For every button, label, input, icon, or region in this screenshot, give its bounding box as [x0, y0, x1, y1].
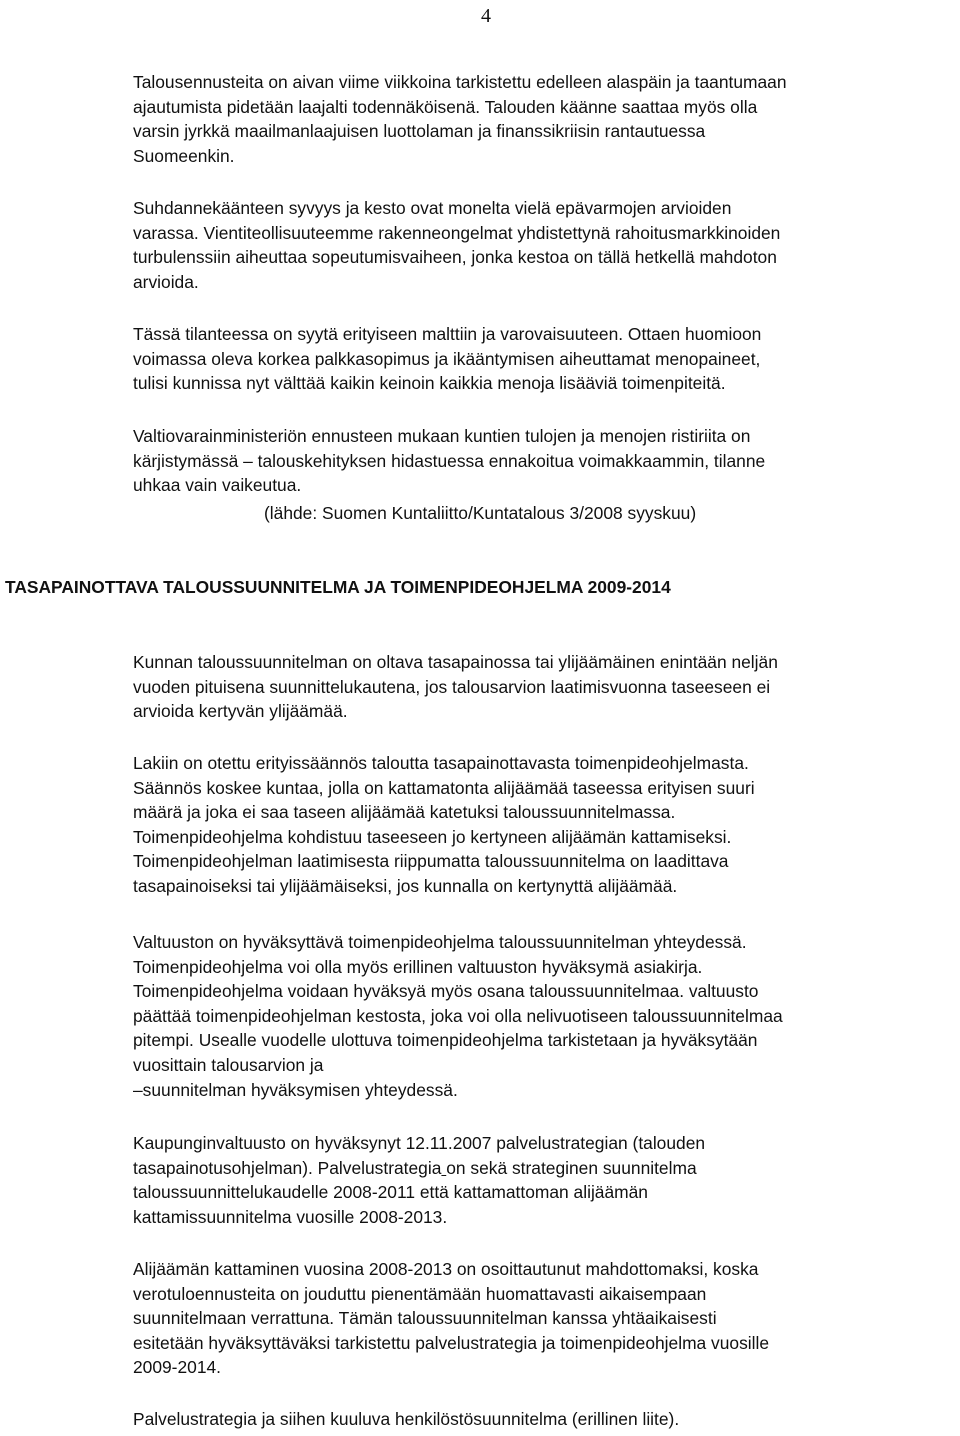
text-line: Palvelustrategia ja siihen kuuluva henkilöstösuunnitelma (erillinen liite).	[133, 1409, 680, 1429]
text-line: Kunnan taloussuunnitelman on oltava tasapainossa tai ylijäämäinen enintään neljän	[133, 652, 778, 672]
text-line: määrä ja joka ei saa taseen alijäämää katetuksi taloussuunnitelmassa.	[133, 802, 676, 823]
paragraph-service-strategy	[133, 1131, 933, 1229]
paragraph-personnel-plan	[133, 1407, 933, 1432]
text-line: arvioida kertyvän ylijäämää.	[133, 701, 348, 722]
text-line: esitetään hyväksyttäväksi tarkistettu palvelustrategia ja toimenpideohjelma vuosille	[133, 1332, 770, 1353]
text-segment: on sekä strateginen suunnitelma	[446, 1157, 697, 1178]
paragraph-caution	[133, 322, 933, 396]
text-line: Valtiovarainministeriön ennusteen mukaan kuntien tulojen ja menojen ristiriita on	[133, 426, 751, 446]
text-line: Suhdannekäänteen syvyys ja kesto ovat monelta vielä epävarmojen arvioiden	[133, 198, 732, 218]
text-line: kattamissuunnitelma vuosille 2008-2013.	[133, 1206, 448, 1227]
text-line: Alijäämän kattaminen vuosina 2008-2013 on osoittautunut mahdottomaksi, koska	[133, 1259, 759, 1279]
text-line: Valtuuston on hyväksyttävä toimenpideohjelma taloussuunnitelman yhteydessä.	[133, 932, 747, 952]
text-line: arvioida.	[133, 271, 199, 292]
paragraph-council-approval	[133, 930, 933, 1102]
text-line: turbulenssiin aiheuttaa sopeutumisvaiheen, jonka kestoa on tällä hetkellä mahdoton	[133, 247, 777, 268]
text-line: Talousennusteita on aivan viime viikkoina tarkistettu edelleen alaspäin ja taantumaan	[133, 72, 787, 92]
text-segment: tasapainotusohjelman). Palvelustrategia	[133, 1157, 442, 1178]
text-line: ajautumista pidetään laajalti todennäköisenä. Talouden käänne saattaa myös olla	[133, 96, 758, 117]
text-line: päättää toimenpideohjelman kestosta, joka voi olla nelivuotiseen taloussuunnitelmaa	[133, 1005, 783, 1026]
paragraph-balance-requirement	[133, 650, 933, 724]
text-line: taloussuunnittelukaudelle 2008-2011 että kattamattoman alijäämän	[133, 1182, 648, 1203]
text-line: Toimenpideohjelma voi olla myös erillinen valtuuston hyväksymä asiakirja.	[133, 956, 703, 977]
paragraph-forecast	[133, 70, 933, 168]
text-line: Toimenpideohjelman laatimisesta riippumatta taloussuunnitelma on laadittava	[133, 851, 729, 872]
text-line: Tässä tilanteessa on syytä erityiseen malttiin ja varovaisuuteen. Ottaen huomioon	[133, 324, 762, 344]
text-line: Suomeenkin.	[133, 145, 235, 166]
text-line: vuoden pituisena suunnittelukautena, jos talousarvion laatimisvuonna taseeseen ei	[133, 676, 771, 697]
text-line: Toimenpideohjelma voidaan hyväksyä myös osana taloussuunnitelmaa. valtuusto	[133, 981, 759, 1002]
text-line: varsin jyrkkä maailmanlaajuisen luottolaman ja finanssikriisin rantautuessa	[133, 121, 706, 142]
text-line: –suunnitelman hyväksymisen yhteydessä.	[133, 1079, 458, 1100]
paragraph-economic-turn	[133, 196, 933, 294]
source-citation: (lähde: Suomen Kuntaliitto/Kuntatalous 3/2008 syyskuu)	[264, 503, 697, 523]
text-line: Säännös koskee kuntaa, jolla on kattamatonta alijäämää taseessa erityisen suuri	[133, 777, 755, 798]
text-line: kärjistymässä – talouskehityksen hidastuessa ennakoitua voimakkaammin, tilanne	[133, 450, 766, 471]
text-line: vuosittain talousarvion ja	[133, 1054, 324, 1075]
text-line: uhkaa vain vaikeutua.	[133, 475, 302, 496]
page-number: 4	[481, 5, 491, 27]
paragraph-ministry-forecast	[133, 424, 933, 498]
text-line	[133, 1156, 933, 1181]
text-line: Toimenpideohjelma kohdistuu taseeseen jo kertyneen alijäämän kattamiseksi.	[133, 826, 732, 847]
text-line: tasapainoiseksi tai ylijäämäiseksi, jos kunnalla on kertynyttä alijäämää.	[133, 875, 678, 896]
paragraph-special-provision	[133, 751, 933, 899]
text-line: verotuloennusteita on jouduttu pienentämään huomattavasti aikaisempaan	[133, 1283, 707, 1304]
section-heading: TASAPAINOTTAVA TALOUSSUUNNITELMA JA TOIMENPIDEOHJELMA 2009-2014	[5, 577, 671, 597]
text-line: suunnitelmaan verrattuna. Tämän taloussuunnitelman kanssa yhtäaikaisesti	[133, 1308, 717, 1329]
text-line: 2009-2014.	[133, 1357, 221, 1378]
paragraph-deficit-coverage	[133, 1257, 933, 1380]
text-line: voimassa oleva korkea palkkasopimus ja ikääntymisen aiheuttamat menopaineet,	[133, 348, 761, 369]
text-line: varassa. Vientiteollisuuteemme rakenneongelmat yhdistettynä rahoitusmarkkinoiden	[133, 222, 781, 243]
text-line: Kaupunginvaltuusto on hyväksynyt 12.11.2007 palvelustrategian (talouden	[133, 1133, 706, 1153]
text-line: Lakiin on otettu erityissäännös taloutta tasapainottavasta toimenpideohjelmasta.	[133, 753, 749, 773]
text-line: tulisi kunnissa nyt välttää kaikin keinoin kaikkia menoja lisääviä toimenpiteitä.	[133, 373, 726, 394]
text-line: pitempi. Usealle vuodelle ulottuva toimenpideohjelma tarkistetaan ja hyväksytään	[133, 1030, 758, 1051]
